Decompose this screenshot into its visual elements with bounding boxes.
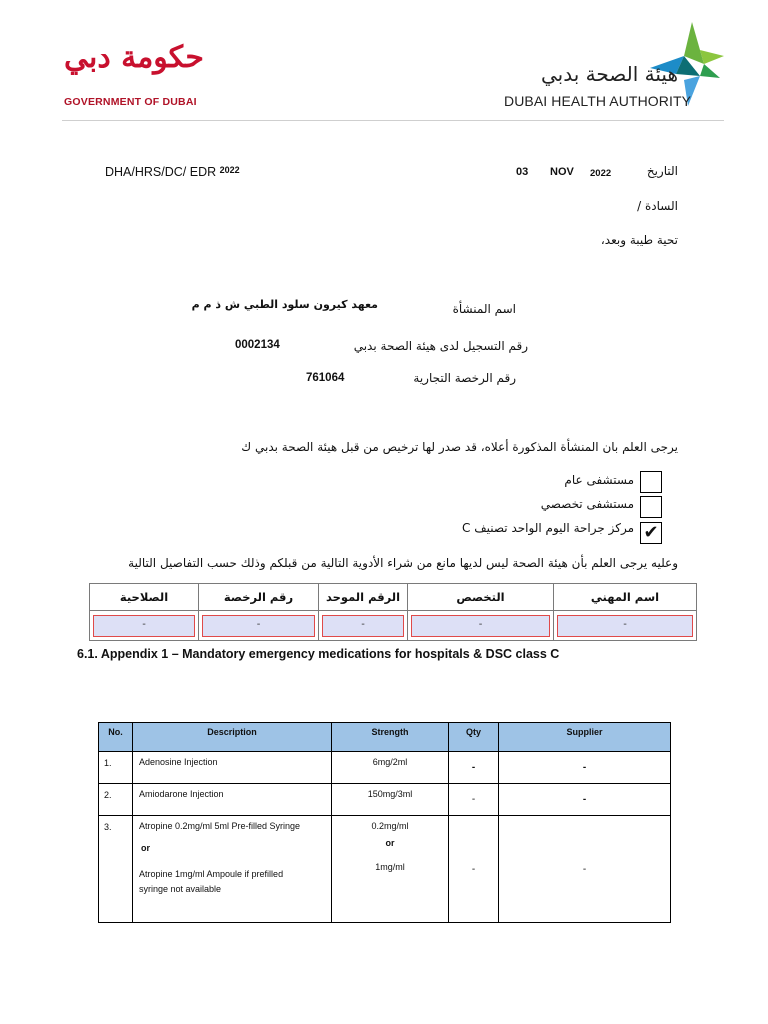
trade-license-label: رقم الرخصة التجارية [413,371,516,385]
dha-logo-arabic-text: هيئة الصحة بدبي [541,62,678,86]
unified-number-field[interactable]: - [322,615,404,637]
option-specialized-hospital-checkbox[interactable] [640,496,662,518]
header-validity: الصلاحية [90,584,199,611]
option-day-surgery-center-checkbox[interactable] [640,522,662,544]
strength-line-1: 0.2mg/ml [371,821,409,831]
dubai-health-authority-logo [500,20,730,110]
header-unified-number: الرقم الموحد [319,584,408,611]
medication-description: Adenosine Injection [133,752,332,784]
medication-supplier: - [499,816,671,923]
reference-prefix: DHA/HRS/DC/ EDR [105,165,217,179]
salutation-to: السادة / [637,199,678,213]
description-line-3: syringe not available [139,884,222,894]
medications-table [98,722,671,923]
header-no: No. [99,723,133,752]
row-number: 2. [99,784,133,816]
table-row [99,752,671,784]
header-specialty: التخصص [408,584,554,611]
validity-field[interactable]: - [93,615,195,637]
description-line-1: Atropine 0.2mg/ml 5ml Pre-filled Syringe [139,821,301,831]
government-of-dubai-logo [62,40,212,108]
table-row [99,784,671,816]
licensed-statement: يرجى العلم بان المنشأة المذكورة أعلاه، قد صدر لها ترخيص من قبل هيئة الصحة بدبي ك [241,440,678,454]
date-label: التاريخ [646,164,678,178]
header-qty: Qty [449,723,499,752]
registration-value: 0002134 [235,339,280,351]
specialty-field[interactable]: - [411,615,550,637]
date-year: 2022 [590,168,612,179]
table-row [90,611,697,641]
option-general-hospital-checkbox[interactable] [640,471,662,493]
gov-logo-arabic-text: حكومة دبي [64,40,204,75]
facility-name-value: معهد كيرون سلود الطبي ش ذ م م [191,298,378,311]
option-general-hospital-label: مستشفى عام [564,473,634,487]
header-description: Description [133,723,332,752]
strength-line-2: 1mg/ml [375,862,405,872]
appendix-heading: 6.1. Appendix 1 – Mandatory emergency medications for hospitals & DSC class C [77,647,560,661]
row-number: 3. [99,816,133,923]
date-month: NOV [550,166,574,178]
table-row [99,816,671,923]
medication-strength: 6mg/2ml [332,752,449,784]
header-supplier: Supplier [499,723,671,752]
header-professional-name: اسم المهني [554,584,697,611]
medication-supplier: - [499,752,671,784]
option-specialized-hospital-label: مستشفى تخصصي [540,497,634,511]
medication-strength [332,816,449,923]
medication-qty: - [449,784,499,816]
medication-description: Amiodarone Injection [133,784,332,816]
header-divider [62,120,724,121]
greeting: تحية طيبة وبعد، [600,233,678,247]
table-header-row [90,584,697,611]
checkmark-icon: ✔ [643,522,659,543]
row-number: 1. [99,752,133,784]
dha-logo-english-text: DUBAI HEALTH AUTHORITY [504,93,692,109]
professional-name-field[interactable]: - [557,615,693,637]
facility-name-label: اسم المنشأة [452,302,516,316]
reference-year: 2022 [219,165,240,175]
medication-description [133,816,332,923]
trade-license-value: 761064 [306,372,345,384]
license-number-field[interactable]: - [202,615,315,637]
header-license-number: رقم الرخصة [199,584,319,611]
gov-logo-english-text: GOVERNMENT OF DUBAI [64,96,197,108]
strength-or: or [385,838,395,848]
professional-details-table [89,583,697,641]
medication-strength: 150mg/3ml [332,784,449,816]
table-header-row [99,723,671,752]
date-day: 03 [516,166,529,178]
header-strength: Strength [332,723,449,752]
description-line-2: Atropine 1mg/ml Ampoule if prefilled [139,869,284,879]
medication-qty: - [449,816,499,923]
medication-qty: - [449,752,499,784]
description-or: or [141,843,150,853]
registration-label: رقم التسجيل لدى هيئة الصحة بدبي [353,339,528,353]
reference-number [105,165,240,179]
option-day-surgery-center-label: مركز جراحة اليوم الواحد تصنيف C [462,521,634,535]
no-objection-statement: وعليه يرجى العلم بأن هيئة الصحة ليس لديها مانع من شراء الأدوية التالية من قبلكم وذلك حسب التفاصيل التالية [128,556,678,570]
medication-supplier: - [499,784,671,816]
